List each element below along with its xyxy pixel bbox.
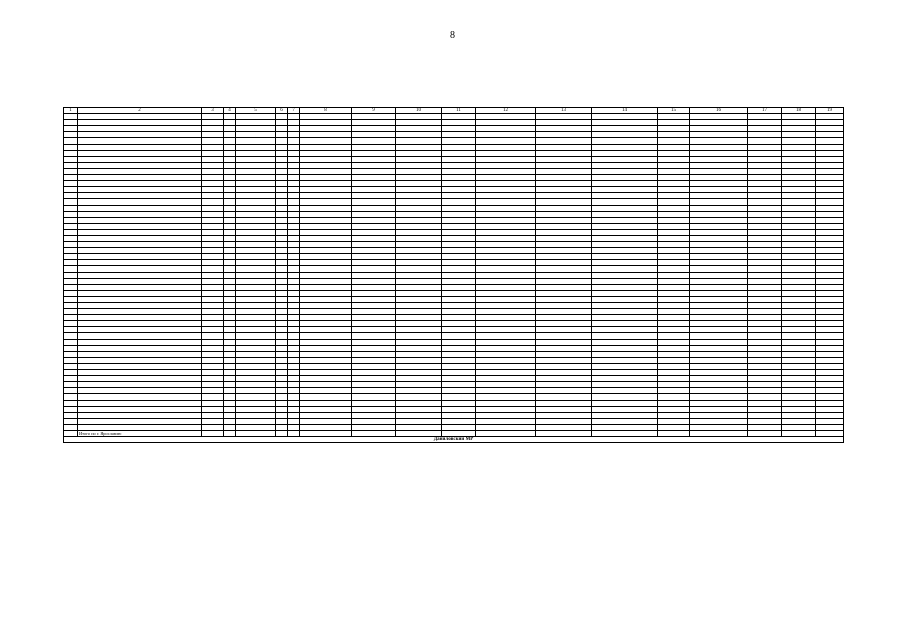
column-number-cell: 16 xyxy=(690,108,748,114)
housing-stock-table xyxy=(63,107,844,443)
column-number-cell: 9 xyxy=(352,108,396,114)
column-number-cell: 4 xyxy=(224,108,236,114)
column-number-cell: 3 xyxy=(202,108,224,114)
column-number-cell: 15 xyxy=(658,108,690,114)
table-body xyxy=(64,108,844,443)
housing-stock-table-wrap xyxy=(63,107,843,443)
column-number-cell: 11 xyxy=(442,108,476,114)
region-label: Даниловский МР xyxy=(64,437,844,443)
table-cell: Итого по г. Ярославлю xyxy=(78,430,202,436)
column-number-cell: 12 xyxy=(476,108,536,114)
column-number-cell: 17 xyxy=(748,108,782,114)
page-number: 8 xyxy=(450,30,455,41)
column-number-cell: 14 xyxy=(592,108,658,114)
column-number-cell: 1 xyxy=(64,108,78,114)
column-number-cell: 5 xyxy=(236,108,276,114)
column-number-cell: 18 xyxy=(782,108,816,114)
column-number-cell: 6 xyxy=(276,108,288,114)
column-number-cell: 13 xyxy=(536,108,592,114)
region-header-row xyxy=(64,437,844,443)
column-number-cell: 7 xyxy=(288,108,300,114)
column-number-cell: 2 xyxy=(78,108,202,114)
column-number-cell: 8 xyxy=(300,108,352,114)
column-number-cell: 10 xyxy=(396,108,442,114)
column-number-cell: 19 xyxy=(816,108,844,114)
